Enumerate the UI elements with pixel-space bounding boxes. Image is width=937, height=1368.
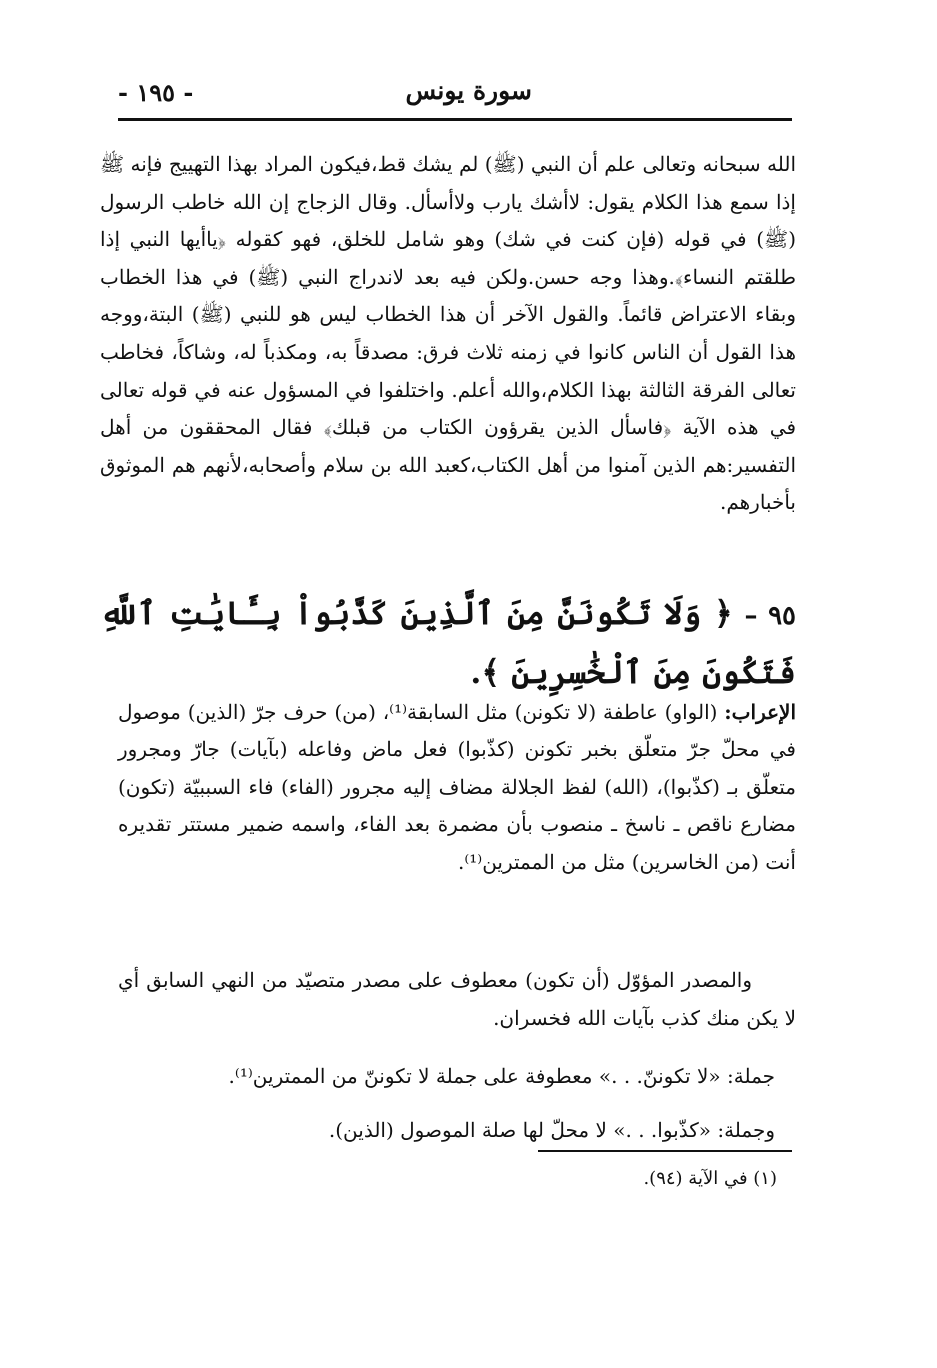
page-number: - ١٩٥ - — [118, 78, 194, 107]
tafsir-section — [100, 146, 796, 522]
header-divider — [118, 118, 792, 121]
footnote: (١) في الآية (٩٤). — [643, 1168, 777, 1189]
quran-verse — [100, 585, 796, 700]
irab-label: الإعراب: — [724, 700, 796, 724]
sentence-note-1: جملة: «لا تكوننّ. . .» معطوفة على جملة لا تكوننّ من الممترين⁽¹⁾. — [228, 1064, 775, 1088]
irab-section — [118, 694, 796, 881]
masdar-paragraph: والمصدر المؤوّل (أن تكون) معطوف على مصدر متصيّد من النهي السابق أي لا يكن منك كذب بآيات الله فخسران. — [118, 968, 796, 1030]
surah-title: سورة يونس — [405, 76, 532, 105]
footnote-divider — [538, 1150, 792, 1152]
sentence-note-2: وجملة: «كذّبوا. . .» لا محلّ لها صلة الموصول (الذين). — [328, 1118, 775, 1142]
irab-text: (الواو) عاطفة (لا تكونن) مثل السابقة⁽¹⁾، (من) حرف جرّ (الذين) موصول في محلّ جرّ متعلّق بخبر تكونن (كذّبوا) فعل ماض وفاعله (بآيات) جارّ ومجرور متعلّق بـ (كذّبوا)، (الله) لفظ الجلالة مضاف إليه مجرور (الفاء) فاء السببيّة (تكون) مضارع ناقص ـ ناسخ ـ منصوب بأن مضمرة بعد الفاء، واسمه ضمير مستتر تقديره أنت (من الخاسرين) مثل من الممترين⁽¹⁾. — [118, 700, 796, 874]
tafsir-paragraph: الله سبحانه وتعالى علم أن النبي (ﷺ) لم يشك قط،فيكون المراد بهذا التهييج فإنه ﷺ إذا سمع هذا الكلام يقول: لاأشك يارب ولاأسأل. وقال الزجاج إن الله خاطب الرسول (ﷺ) في قوله (فإن كنت في شك) وهو شامل للخلق، فهو كقوله ﴿ياأيها النبي إذا طلقتم النساء﴾.وهذا وجه حسن.ولكن فيه بعد لاندراج النبي (ﷺ) في هذا الخطاب وبقاء الاعتراض قائماً. والقول الآخر أن هذا الخطاب ليس هو للنبي (ﷺ) البتة،ووجه هذا القول أن الناس كانوا في زمنه ثلاث فرق: مصدقاً به، ومكذباً له، وشاكاً، فخاطب تعالى الفرقة الثالثة بهذا الكلام،والله أعلم. واختلفوا في المسؤول عنه في قوله تعالى في هذه الآية ﴿فاسأل الذين يقرؤون الكتاب من قبلك﴾ فقال المحققون من أهل التفسير:هم الذين آمنوا من أهل الكتاب،كعبد الله بن سلام وأصحابه،لأنهم هم الموثوق بأخبارهم. — [100, 152, 796, 515]
verse-text: ﴿ وَلَا تَكُونَنَّ مِنَ ٱلَّذِينَ كَذَّبُواْ بِـَٔايَٰتِ ٱللَّهِ فَتَكُونَ مِنَ ٱلْخَٰسِرِينَ ﴾. — [100, 594, 796, 691]
page-header — [118, 74, 792, 116]
verse-number: ٩٥ – — [744, 601, 797, 631]
